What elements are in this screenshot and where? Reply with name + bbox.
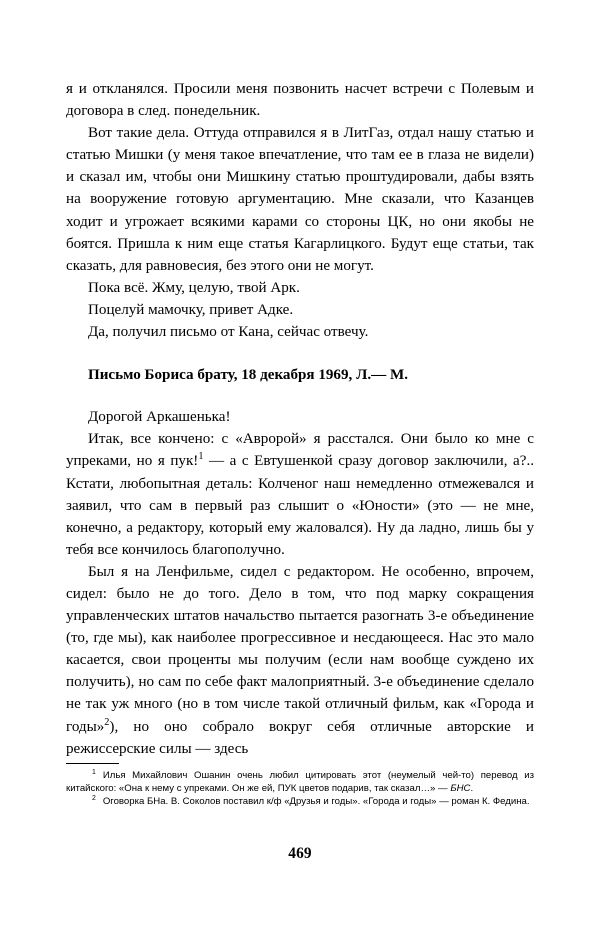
letter-heading: Письмо Бориса брату, 18 декабря 1969, Л.— М. xyxy=(88,367,408,384)
body-text-block xyxy=(66,78,534,760)
paragraph xyxy=(66,428,534,561)
paragraph: Вот такие дела. Оттуда отправился я в ЛитГаз, отдал нашу статью и статью Мишки (у меня такое впечатление, что там ее в глаза не видели) и сказал им, чтобы они Мишкину статью проштудировали, дабы взять на вооружение готовую аргументацию. Мне сказали, что Казанцев ходит и угрожает всякими карами со стороны ЦК, но они якобы не боятся. Пришла к ним еще статья Кагарлицкого. Будут еще статьи, так сказать, для равновесия, без этого они не могут. xyxy=(66,125,534,274)
footnote-text: Илья Михайлович Ошанин очень любил цитировать этот (неумелый чей-то) перевод из китайского: «Она к нему с упреками. Он же ей, ПУК цветов подарив, так сказал…» — xyxy=(66,770,534,795)
paragraph-text-segment: — а с Евтушенкой сразу договор заключили, а?.. Кстати, любопытная деталь: Колченог наш немедленно отмежевался и заявил, что сам в первый раз слышит о «Юности» (это — не мне, конечно, а редактору, который ему жаловался). Ну да ладно, лишь бы у тебя все кончилось благополучно. xyxy=(66,453,534,558)
footnote-separator-rule xyxy=(66,763,119,764)
footnote-text: Оговорка БНа. В. Соколов поставил к/ф «Друзья и годы». «Города и годы» — роман К. Федина. xyxy=(102,796,530,808)
paragraph xyxy=(66,561,534,760)
footnotes-area xyxy=(66,763,534,809)
paragraph-salutation: Дорогой Аркашенька! xyxy=(88,409,231,426)
footnote-number: 2 xyxy=(92,795,96,803)
paragraph-text-segment: ), но оно собрало вокруг себя отличные авторские и режиссерские силы — здесь xyxy=(66,718,534,757)
page-number: 469 xyxy=(288,845,312,862)
paragraph: Да, получил письмо от Кана, сейчас отвечу. xyxy=(88,324,369,341)
footnote-attribution: БНС xyxy=(450,783,471,795)
paragraph: я и откланялся. Просили меня позвонить насчет встречи с Полевым и договора в след. понедельник. xyxy=(66,81,534,120)
footnote-reference-2[interactable]: 2 xyxy=(104,716,110,728)
paragraph-text-segment: Был я на Ленфильме, сидел с редактором. Не особенно, впрочем, сидел: было не до того. Дело в том, что под марку сокращения управленческих штатов начальство пытается разогнать 3-е объединение (то, где мы), как наиболее прогрессивное и несдающееся. Нас это мало касается, свои проценты мы получим (если нам вообще суждено их получить), но сам по себе факт малоприятный. 3-е объединение сделало не так уж много (но в том числе такой отличный фильм, как «Города и годы» xyxy=(66,563,534,735)
footnote-item xyxy=(66,769,534,795)
footnote-number: 1 xyxy=(92,768,96,776)
paragraph-text-segment: Итак, все кончено: с «Авророй» я расстался. Они было ко мне с упреками, но я пук! xyxy=(66,431,534,470)
paragraph: Пока всё. Жму, целую, твой Арк. xyxy=(88,279,300,296)
spacer-after-heading xyxy=(66,386,534,406)
paragraph: Поцелуй мамочку, привет Адке. xyxy=(88,301,294,318)
footnote-reference-1[interactable]: 1 xyxy=(198,451,204,463)
footnote-item xyxy=(66,795,534,808)
footnote-text-end: . xyxy=(470,783,474,795)
spacer-before-heading xyxy=(66,343,534,364)
